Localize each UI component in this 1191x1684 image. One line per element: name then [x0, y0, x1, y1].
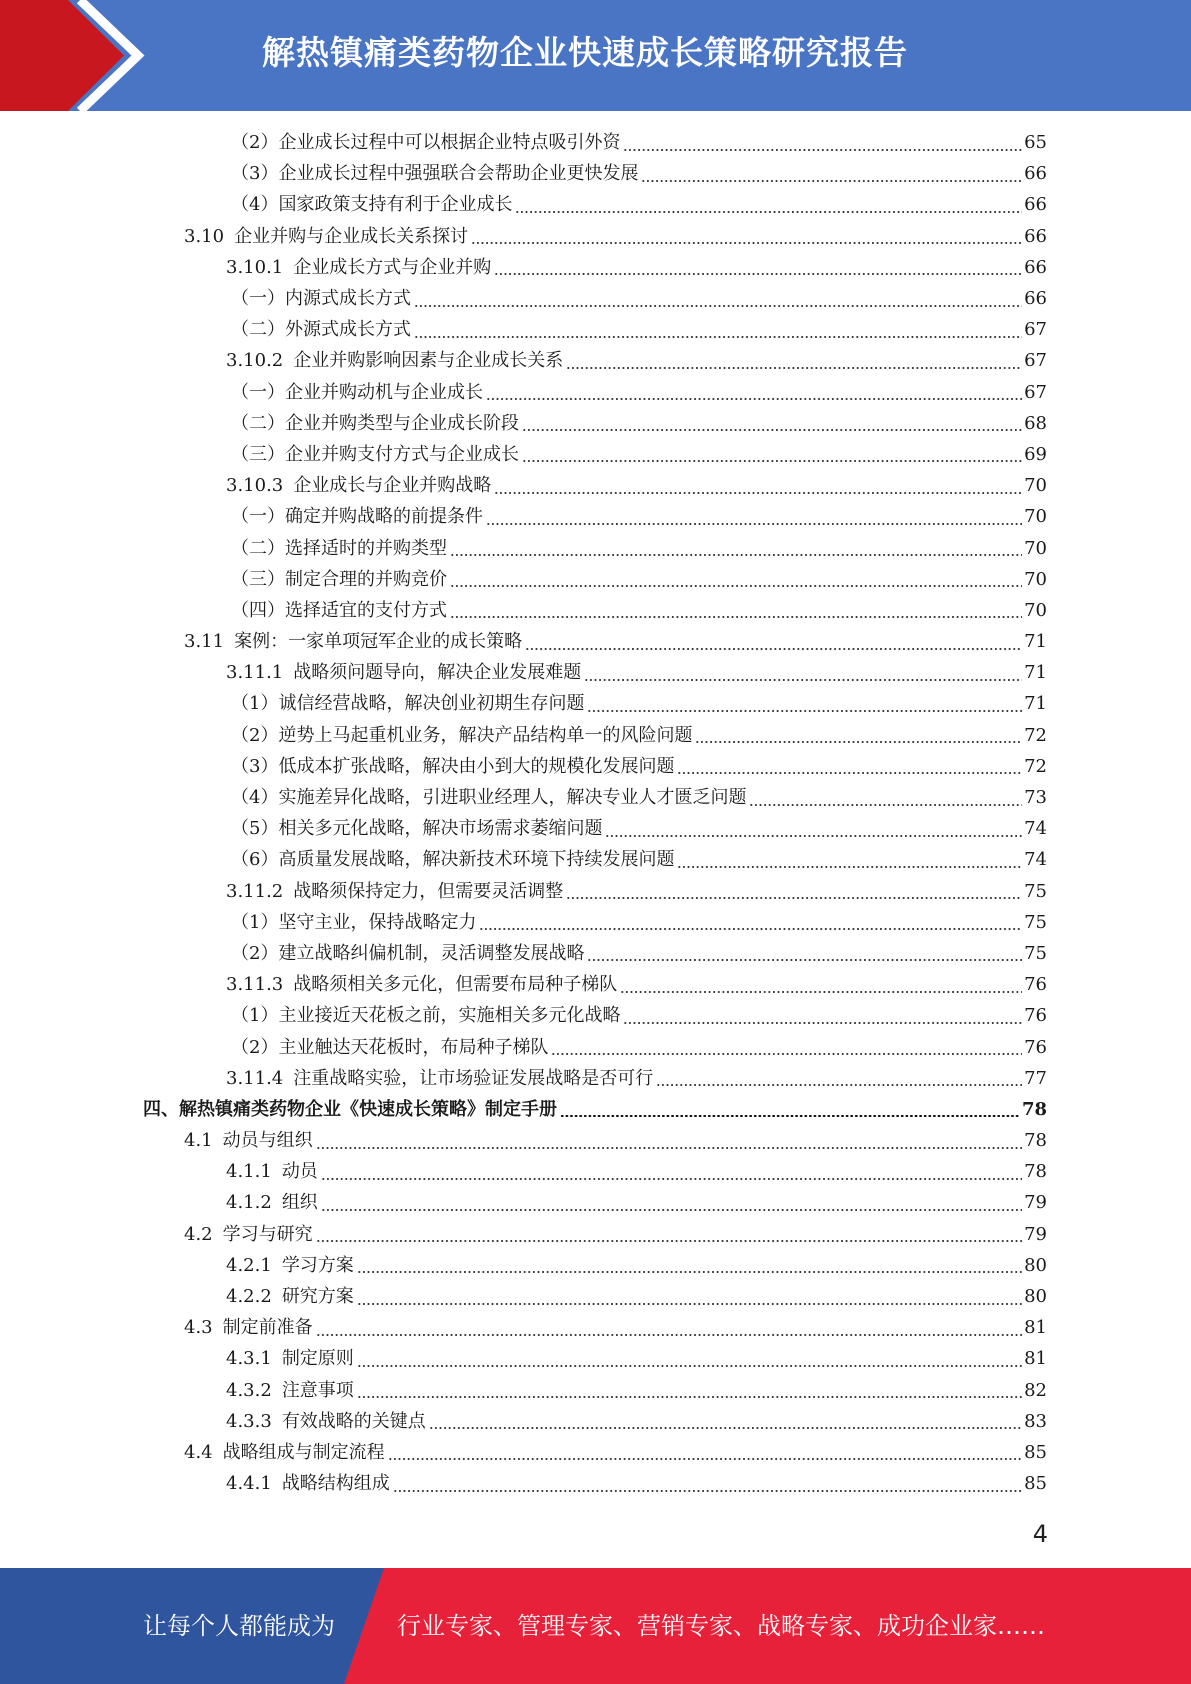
toc-entry-page: 66	[1024, 225, 1047, 247]
toc-entry-title: （二）选择适时的并购类型	[231, 537, 447, 559]
toc-entry-title: （二）外源式成长方式	[231, 319, 411, 341]
toc-dot-leader	[450, 554, 1022, 556]
toc-dot-leader	[656, 1084, 1022, 1086]
toc-entry-title: 注意事项	[281, 1379, 354, 1401]
toc-dot-leader	[357, 1365, 1022, 1367]
toc-entry-page: 70	[1024, 568, 1047, 590]
toc-entry[interactable]	[0, 1406, 1191, 1437]
toc-entry[interactable]	[0, 1375, 1191, 1406]
toc-entry-page: 76	[1024, 1036, 1047, 1058]
toc-entry-title: 学习与研究	[222, 1223, 313, 1245]
toc-entry-page: 75	[1024, 942, 1047, 964]
toc-dot-leader	[357, 1271, 1022, 1273]
toc-entry-title: 制定原则	[281, 1348, 354, 1370]
table-of-contents	[0, 127, 1191, 1499]
toc-entry-page: 66	[1024, 288, 1047, 310]
toc-entry-title: 制定前准备	[222, 1317, 313, 1339]
toc-entry-page: 68	[1024, 412, 1047, 434]
toc-entry-title: （3）低成本扩张战略，解决由小到大的规模化发展问题	[231, 755, 675, 777]
toc-dot-leader	[316, 1240, 1022, 1242]
toc-entry-page: 74	[1024, 818, 1047, 840]
toc-entry-page: 71	[1024, 693, 1047, 715]
toc-entry-title: 组织	[281, 1192, 318, 1214]
toc-entry-title: （2）企业成长过程中可以根据企业特点吸引外资	[231, 132, 621, 154]
toc-entry-page: 70	[1024, 506, 1047, 528]
footer-banner	[0, 1568, 1191, 1684]
toc-entry-page: 78	[1024, 1161, 1047, 1183]
toc-dot-leader	[486, 523, 1022, 525]
toc-entry[interactable]	[0, 1437, 1191, 1468]
toc-entry-number: 3.10.2	[226, 350, 284, 372]
toc-entry-title: （5）相关多元化战略，解决市场需求萎缩问题	[231, 818, 603, 840]
toc-entry-title: （1）坚守主业，保持战略定力	[231, 911, 477, 933]
toc-entry-title: 企业并购与企业成长关系探讨	[234, 225, 469, 247]
toc-entry-title: 注重战略实验，让市场验证发展战略是否可行	[293, 1067, 654, 1089]
toc-entry[interactable]	[0, 314, 1191, 345]
toc-entry-title: 企业成长与企业并购战略	[293, 475, 492, 497]
toc-entry[interactable]	[0, 1031, 1191, 1062]
toc-entry-page: 70	[1024, 475, 1047, 497]
toc-entry-title: 有效战略的关键点	[281, 1410, 426, 1432]
toc-entry-title: 战略须保持定力，但需要灵活调整	[293, 880, 564, 902]
toc-dot-leader	[749, 804, 1022, 806]
toc-dot-leader	[695, 741, 1022, 743]
toc-entry-page: 76	[1024, 1005, 1047, 1027]
toc-entry-title: 战略须问题导向，解决企业发展难题	[293, 662, 582, 684]
toc-dot-leader	[316, 1147, 1022, 1149]
footer-roles: 行业专家、管理专家、营销专家、战略专家、成功企业家……	[397, 1612, 1045, 1640]
toc-entry-page: 70	[1024, 599, 1047, 621]
toc-dot-leader	[566, 367, 1022, 369]
toc-dot-leader	[479, 928, 1022, 930]
toc-entry-number: 3.10	[184, 225, 225, 247]
toc-dot-leader	[414, 336, 1022, 338]
toc-entry[interactable]	[0, 1156, 1191, 1187]
toc-entry-page: 85	[1024, 1473, 1047, 1495]
toc-entry-title: 学习方案	[281, 1254, 354, 1276]
toc-entry-number: 4.3	[184, 1317, 213, 1339]
toc-dot-leader	[522, 429, 1022, 431]
toc-entry-number: 3.10.3	[226, 475, 284, 497]
report-title: 解热镇痛类药物企业快速成长策略研究报告	[262, 33, 908, 72]
toc-entry[interactable]	[0, 532, 1191, 563]
toc-entry[interactable]	[0, 688, 1191, 719]
toc-dot-leader	[450, 585, 1022, 587]
toc-entry-number: 4.3.3	[226, 1410, 272, 1432]
toc-entry-title: （2）主业触达天花板时，布局种子梯队	[231, 1036, 549, 1058]
toc-entry-page: 77	[1024, 1067, 1047, 1089]
toc-entry-page: 67	[1024, 319, 1047, 341]
toc-entry-page: 81	[1024, 1348, 1047, 1370]
toc-entry-title: （一）确定并购战略的前提条件	[231, 506, 483, 528]
toc-entry[interactable]	[0, 1250, 1191, 1281]
toc-entry[interactable]	[0, 283, 1191, 314]
toc-dot-leader	[551, 1053, 1022, 1055]
toc-dot-leader	[566, 897, 1022, 899]
toc-entry-page: 78	[1021, 1098, 1047, 1120]
toc-dot-leader	[321, 1209, 1022, 1211]
toc-entry-title: （3）企业成长过程中强强联合会帮助企业更快发展	[231, 163, 639, 185]
toc-dot-leader	[321, 1178, 1022, 1180]
toc-entry-page: 82	[1024, 1379, 1047, 1401]
toc-entry[interactable]	[0, 1187, 1191, 1218]
toc-dot-leader	[587, 710, 1022, 712]
toc-entry-number: 3.11.1	[226, 662, 284, 684]
toc-entry-number: 4.4.1	[226, 1473, 272, 1495]
toc-entry-number: 4.1.1	[226, 1161, 272, 1183]
toc-entry-number: 4.2	[184, 1223, 213, 1245]
toc-entry-title: （6）高质量发展战略，解决新技术环境下持续发展问题	[231, 849, 675, 871]
toc-entry[interactable]	[0, 501, 1191, 532]
red-arrow-icon	[0, 0, 160, 111]
toc-entry[interactable]	[0, 720, 1191, 751]
toc-entry[interactable]	[0, 158, 1191, 189]
toc-entry-page: 79	[1024, 1223, 1047, 1245]
toc-dot-leader	[429, 1427, 1022, 1429]
toc-entry[interactable]	[0, 564, 1191, 595]
toc-entry-title: （二）企业并购类型与企业成长阶段	[231, 412, 519, 434]
toc-entry[interactable]	[0, 345, 1191, 376]
toc-entry-number: 4.2.1	[226, 1254, 272, 1276]
toc-entry-number: 3.11.2	[226, 880, 284, 902]
toc-entry-number: 4.1	[184, 1130, 213, 1152]
toc-entry[interactable]	[0, 408, 1191, 439]
toc-entry[interactable]	[0, 439, 1191, 470]
toc-dot-leader	[560, 1115, 1020, 1117]
toc-entry-title: （1）诚信经营战略，解决创业初期生存问题	[231, 693, 585, 715]
toc-entry-title: （三）企业并购支付方式与企业成长	[231, 443, 519, 465]
toc-dot-leader	[494, 492, 1022, 494]
toc-entry[interactable]	[0, 844, 1191, 875]
toc-dot-leader	[357, 1303, 1022, 1305]
toc-dot-leader	[641, 180, 1022, 182]
toc-dot-leader	[450, 616, 1022, 618]
toc-entry[interactable]	[0, 377, 1191, 408]
toc-entry-title: （1）主业接近天花板之前，实施相关多元化战略	[231, 1005, 621, 1027]
toc-dot-leader	[316, 1334, 1022, 1336]
toc-entry-number: 4.4	[184, 1441, 213, 1463]
toc-entry-page: 69	[1024, 443, 1047, 465]
toc-entry-number: 3.11.4	[226, 1067, 284, 1089]
toc-entry-page: 75	[1024, 880, 1047, 902]
toc-entry-title: 四、解热镇痛类药物企业《快速成长策略》制定手册	[143, 1098, 557, 1120]
toc-entry-page: 70	[1024, 537, 1047, 559]
toc-entry-page: 74	[1024, 849, 1047, 871]
toc-entry-title: 研究方案	[281, 1286, 354, 1308]
toc-entry-title: 动员	[281, 1161, 318, 1183]
toc-entry-title: （四）选择适宜的支付方式	[231, 599, 447, 621]
toc-entry[interactable]	[0, 813, 1191, 844]
toc-dot-leader	[620, 991, 1022, 993]
toc-entry-title: （一）企业并购动机与企业成长	[231, 381, 483, 403]
toc-dot-leader	[587, 959, 1022, 961]
toc-entry-title: 战略结构组成	[281, 1473, 390, 1495]
toc-entry-page: 67	[1024, 350, 1047, 372]
toc-entry[interactable]	[0, 1094, 1191, 1125]
toc-entry[interactable]	[0, 907, 1191, 938]
toc-entry-page: 72	[1024, 755, 1047, 777]
page-number: 4	[1032, 1520, 1048, 1548]
toc-entry[interactable]	[0, 1312, 1191, 1343]
toc-entry[interactable]	[0, 938, 1191, 969]
toc-dot-leader	[677, 772, 1022, 774]
toc-entry-page: 85	[1024, 1441, 1047, 1463]
toc-entry-page: 66	[1024, 163, 1047, 185]
toc-entry-number: 4.2.2	[226, 1286, 272, 1308]
toc-entry-title: （2）建立战略纠偏机制，灵活调整发展战略	[231, 942, 585, 964]
toc-dot-leader	[677, 866, 1022, 868]
toc-entry-page: 66	[1024, 194, 1047, 216]
toc-entry-page: 75	[1024, 911, 1047, 933]
toc-entry[interactable]	[0, 127, 1191, 158]
toc-dot-leader	[393, 1490, 1022, 1492]
toc-dot-leader	[605, 835, 1022, 837]
toc-entry-title: 战略组成与制定流程	[222, 1441, 385, 1463]
toc-entry[interactable]	[0, 626, 1191, 657]
toc-dot-leader	[623, 1022, 1022, 1024]
toc-entry-title: （一）内源式成长方式	[231, 288, 411, 310]
toc-entry-title: （2）逆势上马起重机业务，解决产品结构单一的风险问题	[231, 724, 693, 746]
toc-entry-title: 案例：一家单项冠军企业的成长策略	[234, 631, 523, 653]
toc-entry-number: 4.1.2	[226, 1192, 272, 1214]
toc-entry-number: 3.11	[184, 631, 225, 653]
toc-entry-page: 80	[1024, 1286, 1047, 1308]
toc-entry[interactable]	[0, 751, 1191, 782]
toc-entry[interactable]	[0, 876, 1191, 907]
toc-entry-title: （4）国家政策支持有利于企业成长	[231, 194, 513, 216]
toc-entry-page: 79	[1024, 1192, 1047, 1214]
toc-entry[interactable]	[0, 595, 1191, 626]
toc-entry[interactable]	[0, 1219, 1191, 1250]
toc-entry-title: 企业成长方式与企业并购	[293, 256, 492, 278]
toc-dot-leader	[522, 460, 1022, 462]
toc-dot-leader	[414, 305, 1022, 307]
toc-entry[interactable]	[0, 782, 1191, 813]
toc-entry-title: 企业并购影响因素与企业成长关系	[293, 350, 564, 372]
toc-entry-page: 67	[1024, 381, 1047, 403]
toc-entry[interactable]	[0, 470, 1191, 501]
toc-dot-leader	[494, 273, 1022, 275]
toc-entry[interactable]	[0, 252, 1191, 283]
toc-dot-leader	[486, 398, 1022, 400]
toc-dot-leader	[584, 679, 1022, 681]
toc-dot-leader	[515, 211, 1022, 213]
toc-dot-leader	[525, 648, 1022, 650]
toc-entry-page: 71	[1024, 662, 1047, 684]
toc-entry-page: 71	[1024, 631, 1047, 653]
toc-entry-title: （4）实施差异化战略，引进职业经理人，解决专业人才匮乏问题	[231, 787, 747, 809]
toc-entry[interactable]	[0, 1125, 1191, 1156]
toc-entry-page: 83	[1024, 1410, 1047, 1432]
report-header	[0, 0, 1191, 111]
toc-entry-page: 65	[1024, 132, 1047, 154]
toc-entry-page: 66	[1024, 256, 1047, 278]
toc-entry-page: 76	[1024, 974, 1047, 996]
toc-entry[interactable]	[0, 1063, 1191, 1094]
toc-entry[interactable]	[0, 221, 1191, 252]
toc-dot-leader	[471, 242, 1022, 244]
toc-entry[interactable]	[0, 969, 1191, 1000]
toc-dot-leader	[388, 1458, 1022, 1460]
footer-slogan: 让每个人都能成为	[143, 1612, 335, 1640]
toc-entry-page: 81	[1024, 1317, 1047, 1339]
toc-entry-page: 72	[1024, 724, 1047, 746]
toc-entry-number: 3.11.3	[226, 974, 284, 996]
toc-entry[interactable]	[0, 1343, 1191, 1374]
toc-entry-number: 3.10.1	[226, 256, 284, 278]
toc-entry-title: 战略须相关多元化，但需要布局种子梯队	[293, 974, 618, 996]
toc-dot-leader	[623, 149, 1022, 151]
toc-dot-leader	[357, 1396, 1022, 1398]
toc-entry-number: 4.3.1	[226, 1348, 272, 1370]
toc-entry-page: 78	[1024, 1130, 1047, 1152]
toc-entry[interactable]	[0, 1281, 1191, 1312]
toc-entry-title: （三）制定合理的并购竞价	[231, 568, 447, 590]
toc-entry-page: 80	[1024, 1254, 1047, 1276]
toc-entry-number: 4.3.2	[226, 1379, 272, 1401]
toc-entry[interactable]	[0, 1000, 1191, 1031]
toc-entry[interactable]	[0, 1468, 1191, 1499]
toc-entry-page: 73	[1024, 787, 1047, 809]
toc-entry[interactable]	[0, 657, 1191, 688]
toc-entry-title: 动员与组织	[222, 1130, 313, 1152]
toc-entry[interactable]	[0, 189, 1191, 220]
